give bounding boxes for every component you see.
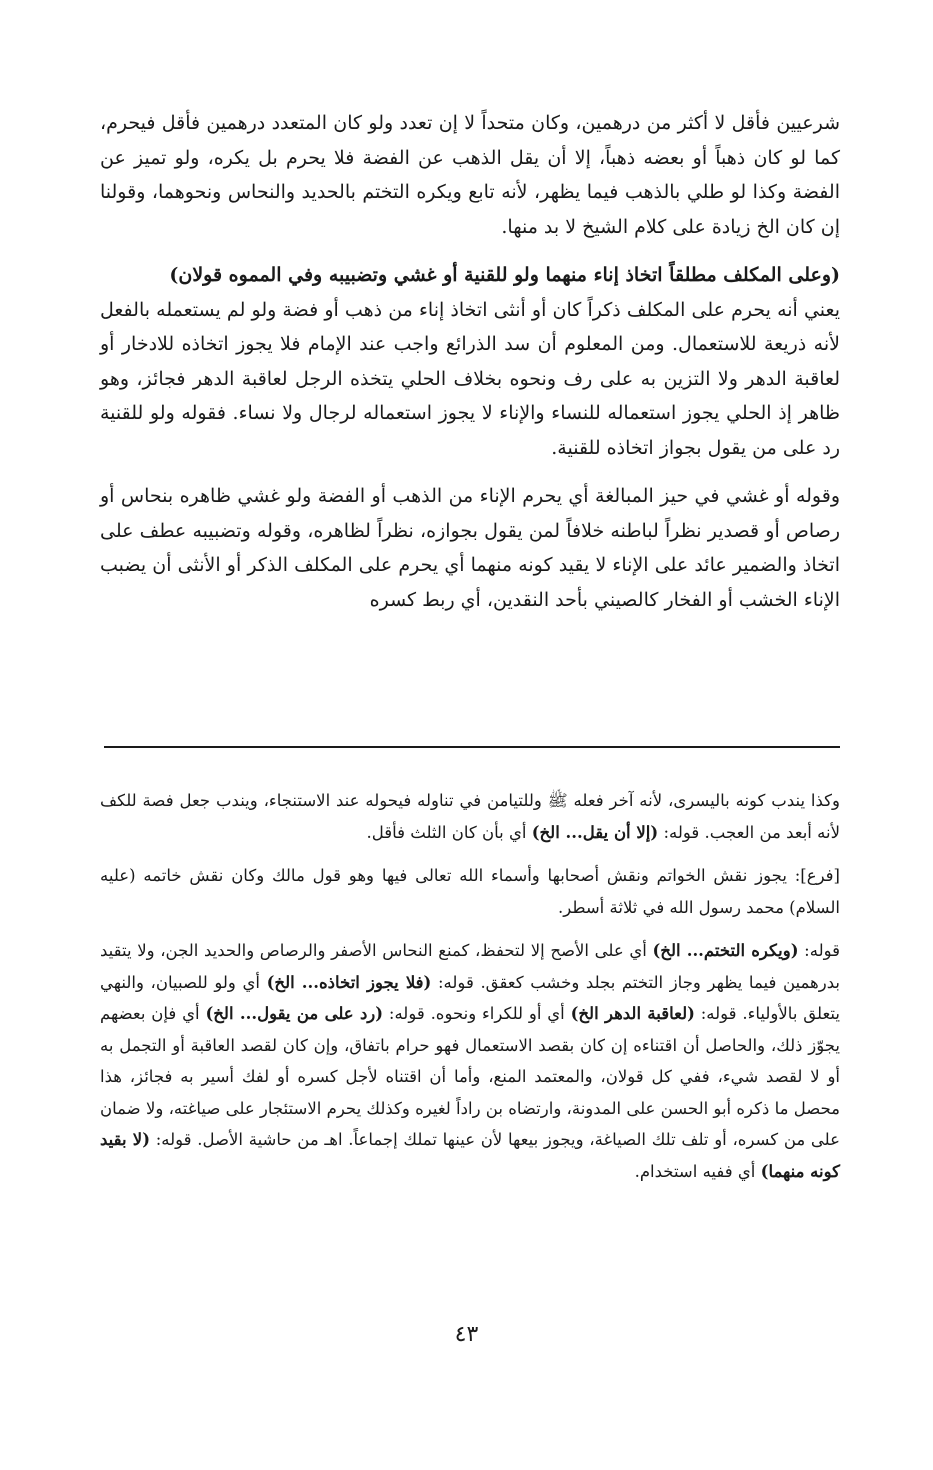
paragraph-1: شرعيين فأقل لا أكثر من درهمين، وكان متحداً لا إن تعدد ولو كان المتعدد درهمين فأقل فيحرم، كما لو كان ذهباً أو بعضه ذهباً، إلا أن يقل الذهب عن الفضة فلا يحرم بل يكره، ولو تميز عن الفضة وكذا لو طلي بالذهب فيما يظهر، لأنه تابع ويكره التختم بالحديد والنحاس ونحوهما، وقولنا إن كان الخ زيادة على كلام الشيخ لا بد منها. xyxy=(100,112,840,238)
footnote-text: وكذا يندب كونه باليسرى، لأنه آخر فعله ﷺ وللتيامن في تناوله فيحوله عند الاستنجاء، ويندب جعل فصة للكف لأنه أبعد من العجب. قوله: xyxy=(100,791,840,842)
paragraph-2: يعني أنه يحرم على المكلف ذكراً كان أو أنثى اتخاذ إناء من ذهب أو فضة ولو لم يستعمله بالفعل لأنه ذريعة للاستعمال. ومن المعلوم أن سد الذرائع واجب عند الإمام فلا يجوز اتخاذه للادخار أو لعاقبة الدهر ولا التزين به على رف ونحوه بخلاف الحلي يتخذه الرجل لعاقبة الدهر فجائز، وهو ظاهر إذ الحلي يجوز استعماله للنساء والإناء لا يجوز استعماله لرجال ولا نساء. فقوله ولو للقنية رد على من يقول بجواز اتخاذه للقنية. xyxy=(100,298,840,459)
footnote-quote: (رد على من يقول... الخ) xyxy=(205,1004,384,1023)
footnote-quote: (ويكره التختم... الخ) xyxy=(652,941,799,960)
footnote-quote: (لعاقبة الدهر الخ) xyxy=(570,1004,695,1023)
footnote-text: أي ولو للصبيان، والنهي يتعلق بالأولياء. قوله: xyxy=(100,972,841,1023)
footnote-3 xyxy=(100,935,840,1187)
footnote-text: أي ففيه استخدام. xyxy=(634,1161,761,1181)
footnotes xyxy=(100,785,840,1187)
matn-heading: (وعلى المكلف مطلقاً اتخاذ إناء منهما ولو للقنية أو غشي وتضبيبه وفي المموه قولان) xyxy=(169,264,840,286)
footnote-1 xyxy=(100,785,840,848)
footnote-text: قوله: xyxy=(798,941,841,960)
footnote-text: أي أو للكراء ونحوه. قوله: xyxy=(383,1004,571,1023)
main-text xyxy=(100,106,840,617)
paragraph-3: وقوله أو غشي في حيز المبالغة أي يحرم الإناء من الذهب أو الفضة ولو غشي ظاهره بنحاس أو رصاص أو قصدير نظراً لباطنه خلافاً لمن يقول بجوازه، نظراً لظاهره، وقوله وتضبيبه عطف على اتخاذ والضمير عائد على الإناء لا يقيد كونه منهما أي يحرم على المكلف الذكر أو الأنثى أن يضبب الإناء الخشب أو الفخار كالصيني بأحد النقدين، أي ربط كسره xyxy=(100,485,840,611)
footnote-quote: (فلا يجوز اتخاذه... الخ) xyxy=(266,972,432,992)
footnote-quote: (لا بقيد كونه منهما) xyxy=(100,1130,840,1181)
footnote-text: أي على الأصح إلا لتحفظ، كمنع النحاس الأصفر والرصاص والحديد الجن، ولا يتقيد بدرهمين فيما يظهر وجاز التختم بجلد وخشب كعقق. قوله: xyxy=(100,941,840,992)
footnote-separator xyxy=(104,746,840,748)
page-number: ٤٣ xyxy=(454,1322,479,1347)
footnote-text: أي فإن بعضهم يجوّز ذلك، والحاصل أن اقتناءه إن كان بقصد الاستعمال فهو حرام باتفاق، وإن كان لقصد العاقبة أو التجمل به أو لا لقصد شيء، ففي كل قولان، والمعتمد المنع، وأما أن اقتناه لأجل كسره أو لفك أسير به فجائز، هذا محصل ما ذكره أبو الحسن على المدونة، وارتضاه بن راداً لغيره وكذلك يحرم الاستئجار على صياغته، ولا ضمان على من كسره، أو تلف تلك الصياغة، ويجوز بيعها لأن عينها تملك إجماعاً. اهـ من حاشية الأصل. قوله: xyxy=(100,1004,840,1149)
footnote-quote: (إلا أن يقل... الخ) xyxy=(531,822,659,842)
footnote-text: أي بأن كان الثلث فأقل. xyxy=(366,822,532,842)
footnote-2: [فرع]: يجوز نقش الخواتم ونقش أصحابها وأسماء الله تعالى فيها وهو قول مالك وكان نقش خاتمه (عليه السلام) محمد رسول الله في ثلاثة أسطر. xyxy=(100,866,840,917)
